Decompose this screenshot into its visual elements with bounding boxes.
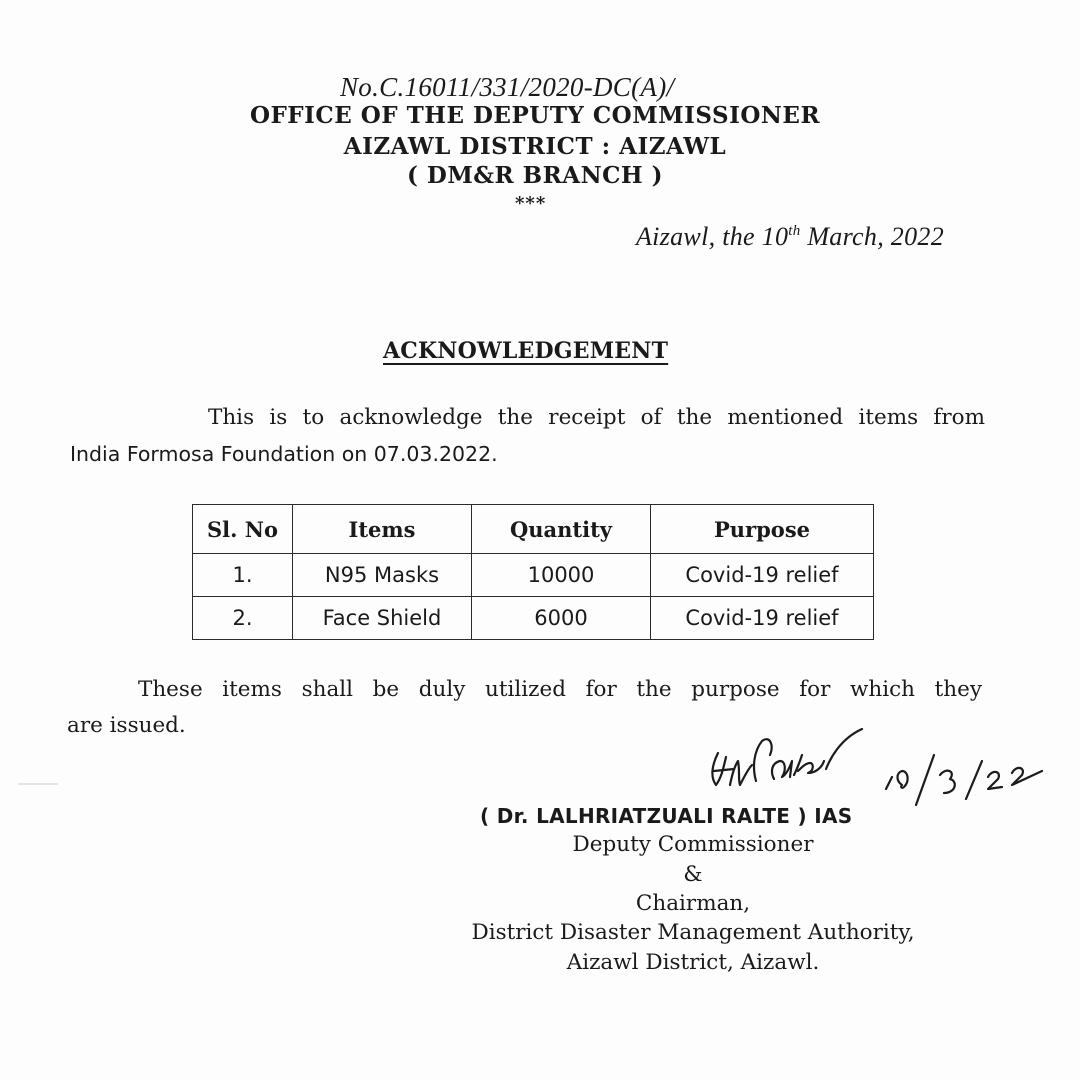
items-table bbox=[192, 504, 874, 640]
table-row bbox=[193, 597, 874, 640]
signatory-name: ( Dr. LALHRIATZUALI RALTE ) IAS bbox=[480, 804, 853, 828]
scan-artifact-mark bbox=[18, 783, 58, 785]
acknowledgement-paragraph bbox=[70, 400, 985, 472]
column-header-items: Items bbox=[293, 505, 472, 554]
column-header-sl-no: Sl. No bbox=[193, 505, 293, 554]
signatory-location: Aizawl District, Aizawl. bbox=[566, 950, 820, 975]
table-header-row bbox=[193, 505, 874, 554]
cell-purpose: Covid-19 relief bbox=[651, 597, 874, 640]
table-row bbox=[193, 554, 874, 597]
paragraph-line: These items shall be duly utilized for the purpose for which they bbox=[138, 677, 982, 702]
office-heading: OFFICE OF THE DEPUTY COMMISSIONER bbox=[249, 102, 821, 129]
column-header-quantity: Quantity bbox=[472, 505, 651, 554]
cell-quantity: 10000 bbox=[472, 554, 651, 597]
branch-heading: ( DM&R BRANCH ) bbox=[406, 162, 664, 189]
date-rest: March, 2022 bbox=[800, 222, 944, 251]
signatory-title: Deputy Commissioner bbox=[572, 832, 814, 857]
document-date bbox=[636, 222, 944, 252]
signatory-authority: District Disaster Management Authority, bbox=[471, 920, 915, 945]
cell-item: N95 Masks bbox=[293, 554, 472, 597]
cell-purpose: Covid-19 relief bbox=[651, 554, 874, 597]
district-heading: AIZAWL DISTRICT : AIZAWL bbox=[343, 133, 727, 160]
signatory-chairman: Chairman, bbox=[635, 891, 751, 916]
header-separator-stars: *** bbox=[515, 193, 547, 214]
cell-sl-no: 1. bbox=[193, 554, 293, 597]
document-title: ACKNOWLEDGEMENT bbox=[383, 338, 669, 364]
cell-quantity: 6000 bbox=[472, 597, 651, 640]
date-ordinal-suffix: th bbox=[788, 223, 801, 239]
column-header-purpose: Purpose bbox=[651, 505, 874, 554]
cell-item: Face Shield bbox=[293, 597, 472, 640]
paragraph-line: India Formosa Foundation on 07.03.2022. bbox=[70, 442, 498, 466]
date-prefix: Aizawl, the 10 bbox=[636, 222, 789, 251]
paragraph-line: This is to acknowledge the receipt of the mentioned items from bbox=[208, 405, 985, 430]
paragraph-line: are issued. bbox=[67, 713, 186, 738]
signatory-ampersand: & bbox=[683, 862, 703, 887]
cell-sl-no: 2. bbox=[193, 597, 293, 640]
reference-number: No.C.16011/331/2020-DC(A)/ bbox=[340, 72, 675, 102]
